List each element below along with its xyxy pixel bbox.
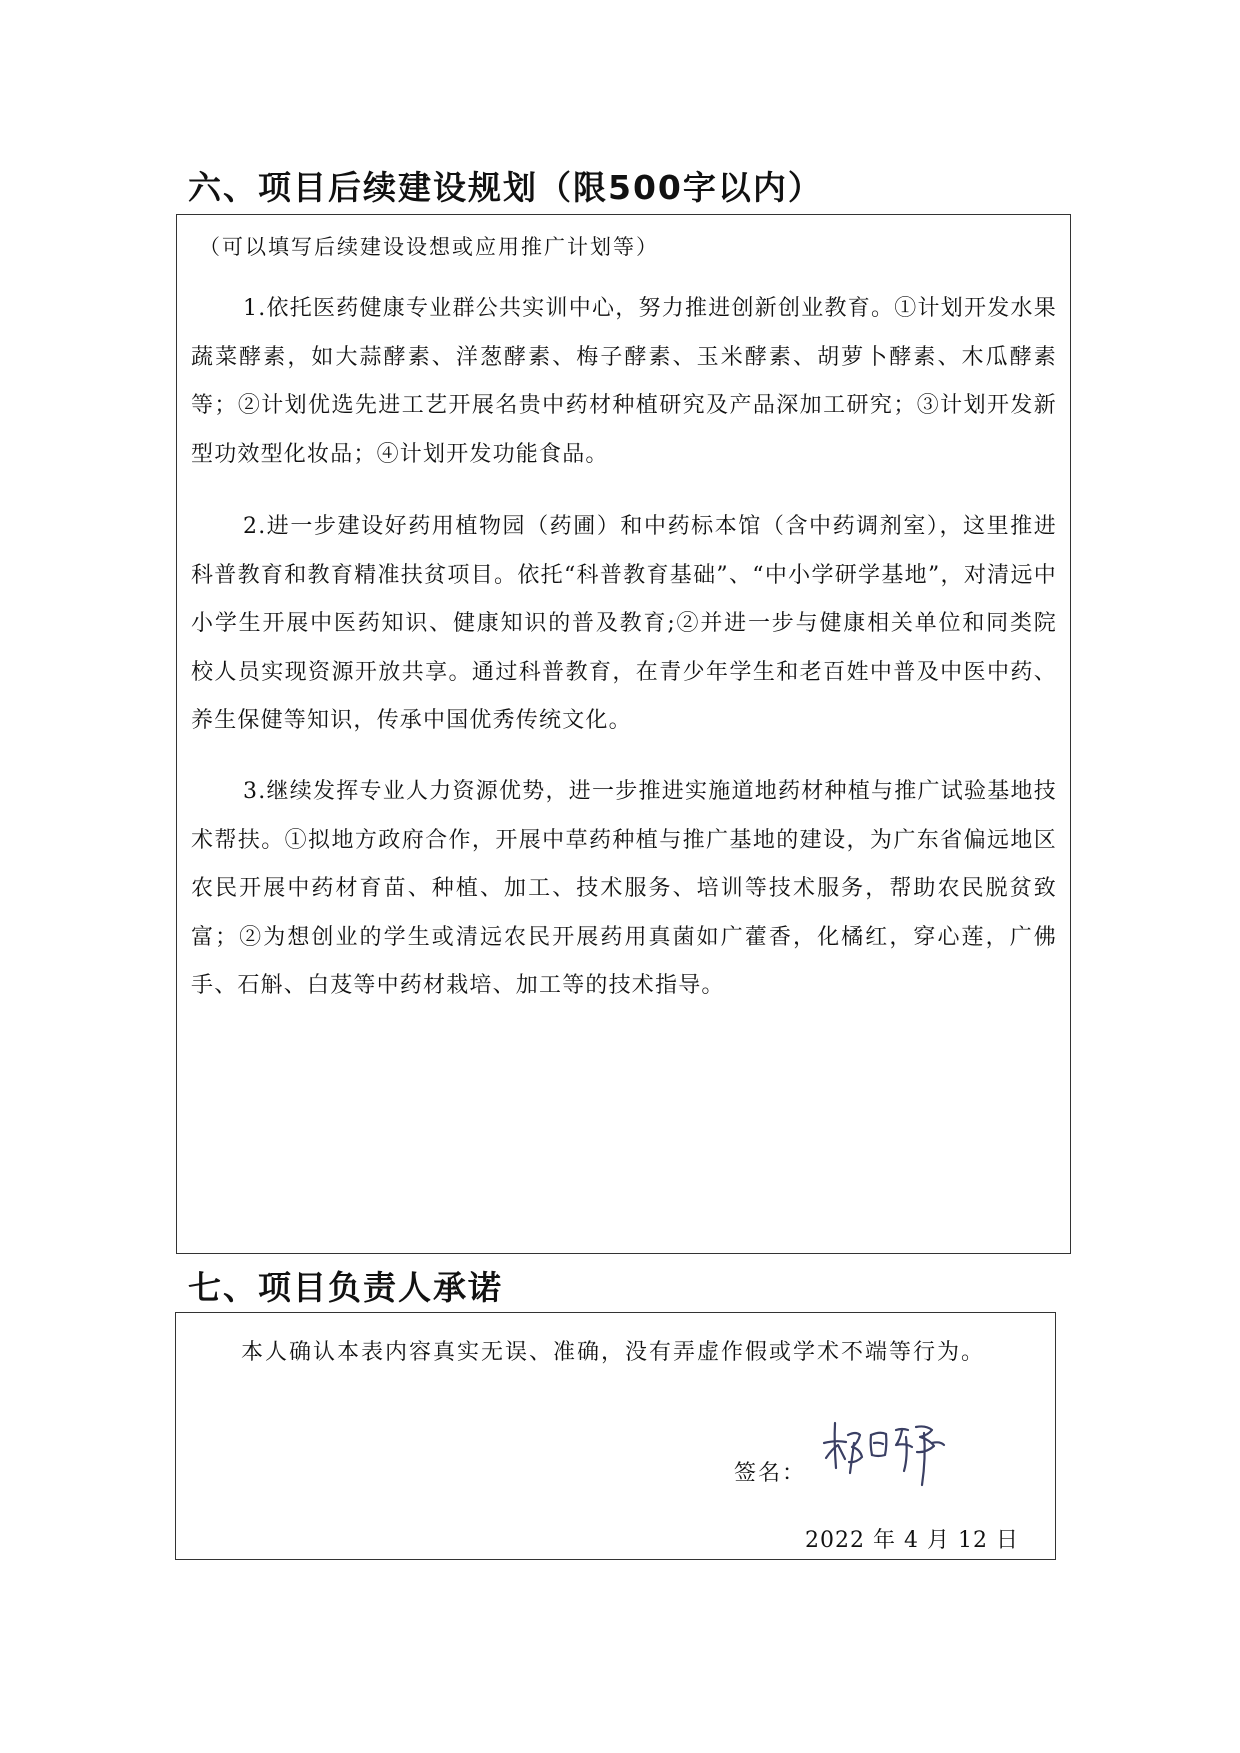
signature-date [805,1523,1027,1554]
section-7-heading: 七、项目负责人承诺 [188,1268,503,1307]
plan-paragraph-3: 3.继续发挥专业人力资源优势，进一步推进实施道地药材种植与推广试验基地技术帮扶。①拟地方政府合作，开展中草药种植与推广基地的建设，为广东省偏远地区农民开展中药材育苗、种植、加工、技术服务、培训等技术服务，帮助农民脱贫致富；②为想创业的学生或清远农民开展药用真菌如广藿香，化橘红，穿心莲，广佛手、石斛、白芨等中药材栽培、加工等的技术指导。 [191,779,1057,998]
date-month: 4 [903,1528,919,1553]
commitment-statement: 本人确认本表内容真实无误、准确，没有弄虚作假或学术不端等行为。 [241,1340,986,1365]
date-year-unit: 年 [872,1528,896,1553]
section-6-heading: 六、项目后续建设规划（限500字以内） [188,168,823,207]
plan-hint: （可以填写后续建设设想或应用推广计划等） [199,235,659,259]
date-day-unit: 日 [995,1528,1019,1553]
commitment-box [175,1312,1056,1560]
plan-paragraph-2: 2.进一步建设好药用植物园（药圃）和中药标本馆（含中药调剂室），这里推进科普教育和教育精准扶贫项目。依托“科普教育基础”、“中小学研学基地”，对清远中小学生开展中医药知识、健康知识的普及教育;②并进一步与健康相关单位和同类院校人员实现资源开放共享。通过科普教育，在青少年学生和老百姓中普及中医中药、养生保健等知识，传承中国优秀传统文化。 [191,514,1057,733]
date-year: 2022 [804,1528,865,1553]
signature-label: 签名： [734,1461,807,1486]
date-day: 12 [957,1528,988,1553]
date-month-unit: 月 [926,1528,950,1553]
construction-plan-box [176,214,1071,1254]
handwritten-signature [816,1413,966,1498]
plan-paragraph-1: 1.依托医药健康专业群公共实训中心，努力推进创新创业教育。①计划开发水果蔬菜酵素，如大蒜酵素、洋葱酵素、梅子酵素、玉米酵素、胡萝卜酵素、木瓜酵素等；②计划优选先进工艺开展名贵中药材种植研究及产品深加工研究；③计划开发新型功效型化妆品；④计划开发功能食品。 [191,296,1057,467]
